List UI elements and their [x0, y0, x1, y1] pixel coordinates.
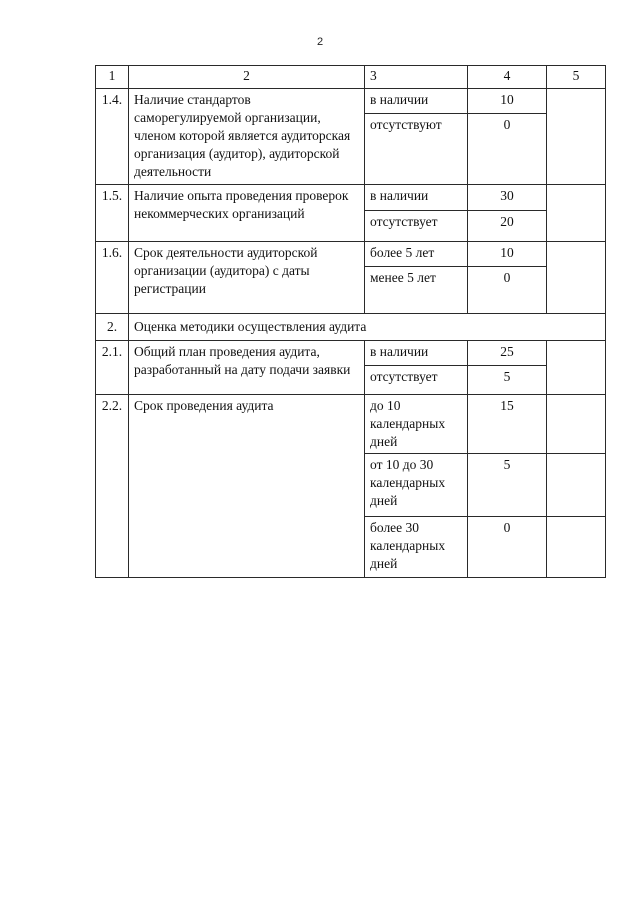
option-score: 25	[468, 341, 547, 366]
option-label: до 10 календарных дней	[365, 395, 468, 454]
criterion-description: Срок деятельности аудиторской организации (аудитора) с даты регистрации	[129, 242, 365, 314]
option-score: 0	[468, 114, 547, 185]
section-row	[96, 314, 606, 341]
option-score: 30	[468, 185, 547, 211]
criterion-description: Наличие опыта проведения проверок некоммерческих организаций	[129, 185, 365, 242]
option-score: 5	[468, 366, 547, 395]
option-label: отсутствует	[365, 366, 468, 395]
criterion-row	[96, 89, 606, 114]
page-number: 2	[316, 36, 324, 48]
row-number: 1.6.	[96, 242, 129, 314]
criterion-description: Общий план проведения аудита, разработанный на дату подачи заявки	[129, 341, 365, 395]
option-score: 0	[468, 267, 547, 314]
extra-cell	[547, 89, 606, 185]
extra-cell	[547, 395, 606, 454]
row-number: 1.4.	[96, 89, 129, 185]
header-cell-1: 1	[96, 66, 129, 89]
row-number: 2.	[96, 314, 129, 341]
option-label: менее 5 лет	[365, 267, 468, 314]
option-label: отсутствуют	[365, 114, 468, 185]
criterion-description: Наличие стандартов саморегулируемой организации, членом которой является аудиторская организация (аудитор), аудиторской деятельности	[129, 89, 365, 185]
extra-cell	[547, 242, 606, 314]
row-number: 2.1.	[96, 341, 129, 395]
row-number: 2.2.	[96, 395, 129, 578]
criterion-row	[96, 242, 606, 267]
criterion-row	[96, 185, 606, 211]
option-label: в наличии	[365, 341, 468, 366]
option-score: 10	[468, 242, 547, 267]
option-label: более 30 календарных дней	[365, 517, 468, 578]
option-label: отсутствует	[365, 211, 468, 242]
option-score: 0	[468, 517, 547, 578]
option-score: 15	[468, 395, 547, 454]
header-cell-5: 5	[547, 66, 606, 89]
option-label: в наличии	[365, 89, 468, 114]
option-label: от 10 до 30 календарных дней	[365, 454, 468, 517]
option-score: 5	[468, 454, 547, 517]
option-score: 10	[468, 89, 547, 114]
extra-cell	[547, 454, 606, 517]
criteria-table	[95, 65, 606, 578]
header-cell-3: 3	[365, 66, 468, 89]
row-number: 1.5.	[96, 185, 129, 242]
extra-cell	[547, 517, 606, 578]
criterion-row	[96, 341, 606, 366]
criterion-description: Срок проведения аудита	[129, 395, 365, 578]
option-label: в наличии	[365, 185, 468, 211]
header-cell-2: 2	[129, 66, 365, 89]
option-score: 20	[468, 211, 547, 242]
header-cell-4: 4	[468, 66, 547, 89]
option-label: более 5 лет	[365, 242, 468, 267]
header-row	[96, 66, 606, 89]
section-title: Оценка методики осуществления аудита	[129, 314, 606, 341]
criterion-row	[96, 395, 606, 454]
extra-cell	[547, 185, 606, 242]
extra-cell	[547, 341, 606, 395]
